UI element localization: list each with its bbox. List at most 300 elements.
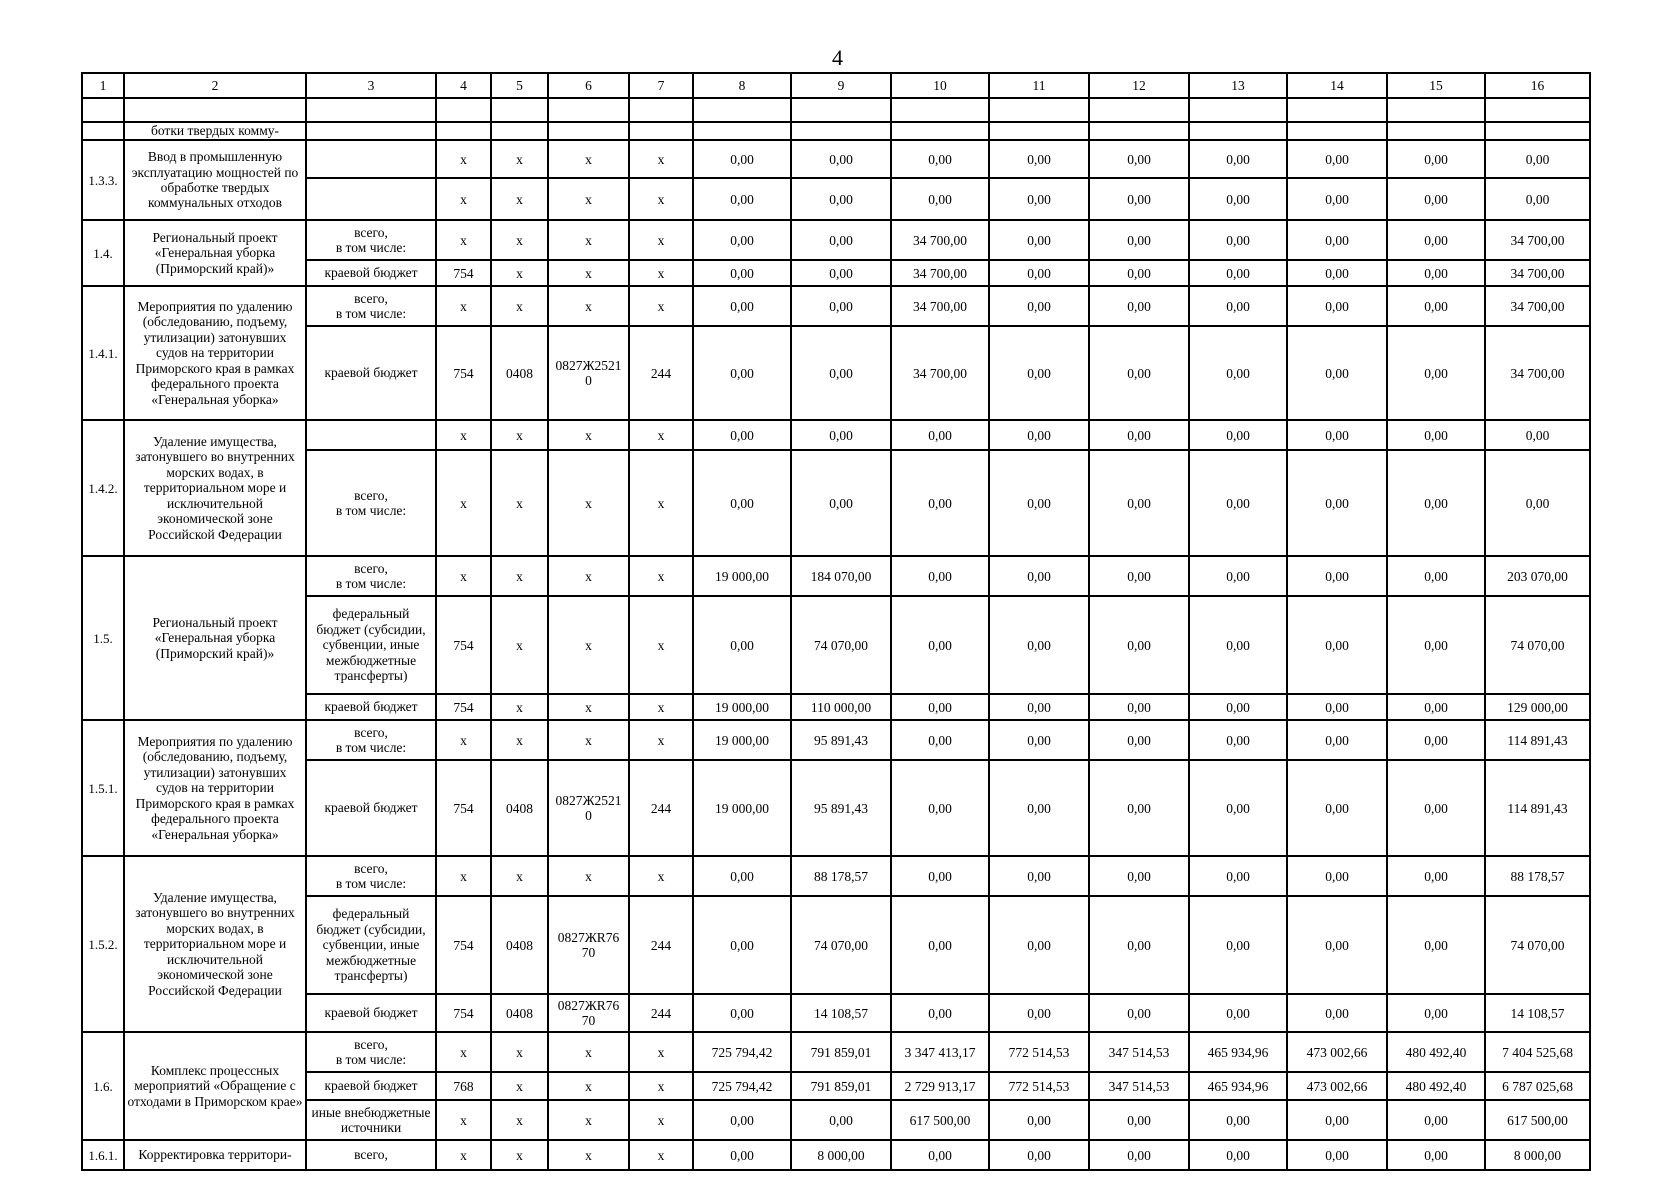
amount-cell: 0,00 bbox=[891, 596, 989, 694]
amount-cell: 95 891,43 bbox=[791, 760, 891, 856]
amount-cell: 74 070,00 bbox=[1485, 896, 1590, 994]
amount-cell: 0,00 bbox=[989, 178, 1089, 220]
table-row bbox=[82, 994, 1590, 1032]
budget-code-cell: 754 bbox=[436, 994, 491, 1032]
amount-cell: 0,00 bbox=[1089, 220, 1189, 260]
funding-source: федеральный бюджет (субсидии, субвенции, иные межбюджетные трансферты) bbox=[306, 896, 436, 994]
section-code-cell: х bbox=[491, 1140, 548, 1170]
amount-cell: 480 492,40 bbox=[1387, 1072, 1485, 1100]
amount-cell: 0,00 bbox=[989, 694, 1089, 720]
amount-cell: 0,00 bbox=[693, 896, 791, 994]
amount-cell: 0,00 bbox=[1287, 760, 1387, 856]
amount-cell: 0,00 bbox=[891, 1140, 989, 1170]
amount-cell: 0,00 bbox=[1189, 896, 1287, 994]
funding-source: всего, в том числе: bbox=[306, 1032, 436, 1072]
funding-source: краевой бюджет bbox=[306, 326, 436, 420]
empty-cell bbox=[1189, 98, 1287, 122]
row-name: Корректировка территори- bbox=[124, 1140, 306, 1170]
amount-cell: 480 492,40 bbox=[1387, 1032, 1485, 1072]
table-row bbox=[82, 178, 1590, 220]
amount-cell: 8 000,00 bbox=[791, 1140, 891, 1170]
amount-cell: 0,00 bbox=[693, 286, 791, 326]
amount-cell: 0,00 bbox=[989, 220, 1089, 260]
funding-source: всего, в том числе: bbox=[306, 220, 436, 260]
amount-cell: 34 700,00 bbox=[891, 220, 989, 260]
section-code-cell: х bbox=[491, 178, 548, 220]
target-article-cell: х bbox=[548, 286, 629, 326]
amount-cell: 0,00 bbox=[989, 856, 1089, 896]
section-code-cell: х bbox=[491, 260, 548, 286]
amount-cell: 0,00 bbox=[1089, 1140, 1189, 1170]
target-article-cell: х bbox=[548, 1140, 629, 1170]
amount-cell: 0,00 bbox=[1189, 994, 1287, 1032]
amount-cell: 0,00 bbox=[1089, 896, 1189, 994]
budget-code-cell: х bbox=[436, 1140, 491, 1170]
amount-cell: 34 700,00 bbox=[891, 260, 989, 286]
amount-cell: 0,00 bbox=[1089, 596, 1189, 694]
funding-source: всего, в том числе: bbox=[306, 286, 436, 326]
target-article-cell: 0827Ж2521 0 bbox=[548, 326, 629, 420]
row-name: ботки твердых комму- bbox=[124, 122, 306, 140]
column-header: 15 bbox=[1387, 73, 1485, 98]
amount-cell: 0,00 bbox=[1089, 760, 1189, 856]
amount-cell: 0,00 bbox=[1287, 326, 1387, 420]
amount-cell: 0,00 bbox=[791, 286, 891, 326]
amount-cell: 0,00 bbox=[1387, 178, 1485, 220]
amount-cell: 0,00 bbox=[1287, 896, 1387, 994]
amount-cell: 0,00 bbox=[1089, 720, 1189, 760]
target-article-cell: х bbox=[548, 260, 629, 286]
table-row bbox=[82, 856, 1590, 896]
empty-cell bbox=[791, 122, 891, 140]
amount-cell: 110 000,00 bbox=[791, 694, 891, 720]
section-code-cell: х bbox=[491, 140, 548, 178]
empty-cell bbox=[791, 98, 891, 122]
amount-cell: 0,00 bbox=[989, 260, 1089, 286]
amount-cell: 617 500,00 bbox=[891, 1100, 989, 1140]
section-code-cell: х bbox=[491, 720, 548, 760]
row-code: 1.4.2. bbox=[82, 420, 124, 556]
amount-cell: 0,00 bbox=[989, 896, 1089, 994]
amount-cell: 0,00 bbox=[1287, 994, 1387, 1032]
target-article-cell: х bbox=[548, 1072, 629, 1100]
target-article-cell: х bbox=[548, 420, 629, 450]
expense-type-cell: 244 bbox=[629, 326, 693, 420]
amount-cell: 0,00 bbox=[1387, 994, 1485, 1032]
amount-cell: 0,00 bbox=[989, 326, 1089, 420]
budget-code-cell: х bbox=[436, 1032, 491, 1072]
target-article-cell: х bbox=[548, 1100, 629, 1140]
amount-cell: 34 700,00 bbox=[891, 326, 989, 420]
empty-cell bbox=[989, 122, 1089, 140]
amount-cell: 772 514,53 bbox=[989, 1072, 1089, 1100]
amount-cell: 0,00 bbox=[1089, 856, 1189, 896]
amount-cell: 0,00 bbox=[891, 760, 989, 856]
spacer-row bbox=[82, 98, 1590, 122]
amount-cell: 34 700,00 bbox=[1485, 326, 1590, 420]
amount-cell: 0,00 bbox=[1089, 178, 1189, 220]
amount-cell: 0,00 bbox=[1189, 260, 1287, 286]
budget-code-cell: 754 bbox=[436, 896, 491, 994]
amount-cell: 7 404 525,68 bbox=[1485, 1032, 1590, 1072]
amount-cell: 791 859,01 bbox=[791, 1032, 891, 1072]
target-article-cell: х bbox=[548, 450, 629, 556]
empty-cell bbox=[82, 98, 124, 122]
amount-cell: 0,00 bbox=[1287, 720, 1387, 760]
amount-cell: 0,00 bbox=[891, 896, 989, 994]
amount-cell: 0,00 bbox=[693, 326, 791, 420]
table-row bbox=[82, 420, 1590, 450]
amount-cell: 0,00 bbox=[1189, 220, 1287, 260]
target-article-cell: х bbox=[548, 856, 629, 896]
target-article-cell: х bbox=[548, 1032, 629, 1072]
column-header: 5 bbox=[491, 73, 548, 98]
amount-cell: 0,00 bbox=[1387, 326, 1485, 420]
budget-code-cell: х bbox=[436, 1100, 491, 1140]
amount-cell: 0,00 bbox=[1089, 556, 1189, 596]
amount-cell: 772 514,53 bbox=[989, 1032, 1089, 1072]
amount-cell: 0,00 bbox=[1287, 220, 1387, 260]
section-code-cell: х bbox=[491, 1032, 548, 1072]
row-code: 1.5. bbox=[82, 556, 124, 720]
table-row bbox=[82, 286, 1590, 326]
amount-cell: 0,00 bbox=[1189, 760, 1287, 856]
row-code: 1.4.1. bbox=[82, 286, 124, 420]
funding-source: всего, в том числе: bbox=[306, 856, 436, 896]
funding-source bbox=[306, 178, 436, 220]
amount-cell: 0,00 bbox=[1387, 556, 1485, 596]
expense-type-cell: х bbox=[629, 556, 693, 596]
table-row bbox=[82, 326, 1590, 420]
amount-cell: 88 178,57 bbox=[791, 856, 891, 896]
amount-cell: 0,00 bbox=[693, 1140, 791, 1170]
amount-cell: 0,00 bbox=[1387, 694, 1485, 720]
amount-cell: 0,00 bbox=[1387, 220, 1485, 260]
expense-type-cell: х bbox=[629, 596, 693, 694]
target-article-cell: х bbox=[548, 140, 629, 178]
expense-type-cell: х bbox=[629, 1072, 693, 1100]
amount-cell: 0,00 bbox=[693, 450, 791, 556]
table-row bbox=[82, 122, 1590, 140]
amount-cell: 0,00 bbox=[1387, 1100, 1485, 1140]
amount-cell: 0,00 bbox=[1287, 178, 1387, 220]
amount-cell: 34 700,00 bbox=[891, 286, 989, 326]
target-article-cell: х bbox=[548, 556, 629, 596]
budget-code-cell: х bbox=[436, 450, 491, 556]
funding-source: иные внебюджетные источники bbox=[306, 1100, 436, 1140]
row-code: 1.5.2. bbox=[82, 856, 124, 1032]
section-code-cell: 0408 bbox=[491, 896, 548, 994]
expense-type-cell: 244 bbox=[629, 760, 693, 856]
amount-cell: 0,00 bbox=[1189, 720, 1287, 760]
amount-cell: 19 000,00 bbox=[693, 694, 791, 720]
amount-cell: 725 794,42 bbox=[693, 1072, 791, 1100]
amount-cell: 0,00 bbox=[1287, 1140, 1387, 1170]
amount-cell: 0,00 bbox=[891, 140, 989, 178]
amount-cell: 0,00 bbox=[1287, 260, 1387, 286]
budget-code-cell: х bbox=[436, 286, 491, 326]
budget-code-cell: 754 bbox=[436, 326, 491, 420]
amount-cell: 0,00 bbox=[989, 286, 1089, 326]
amount-cell: 0,00 bbox=[1287, 286, 1387, 326]
expense-type-cell: х bbox=[629, 220, 693, 260]
empty-cell bbox=[629, 98, 693, 122]
amount-cell: 74 070,00 bbox=[791, 896, 891, 994]
amount-cell: 0,00 bbox=[1387, 450, 1485, 556]
empty-cell bbox=[1485, 98, 1590, 122]
amount-cell: 0,00 bbox=[1189, 286, 1287, 326]
amount-cell: 791 859,01 bbox=[791, 1072, 891, 1100]
amount-cell: 0,00 bbox=[1089, 1100, 1189, 1140]
amount-cell: 0,00 bbox=[989, 450, 1089, 556]
empty-cell bbox=[1189, 122, 1287, 140]
empty-cell bbox=[306, 122, 436, 140]
amount-cell: 0,00 bbox=[891, 856, 989, 896]
expense-type-cell: х bbox=[629, 1140, 693, 1170]
amount-cell: 0,00 bbox=[1189, 140, 1287, 178]
amount-cell: 0,00 bbox=[1089, 286, 1189, 326]
column-header: 14 bbox=[1287, 73, 1387, 98]
budget-table bbox=[81, 72, 1591, 1171]
section-code-cell: х bbox=[491, 286, 548, 326]
budget-code-cell: х bbox=[436, 178, 491, 220]
amount-cell: 0,00 bbox=[1189, 556, 1287, 596]
page-number: 4 bbox=[832, 45, 843, 70]
column-header: 2 bbox=[124, 73, 306, 98]
amount-cell: 0,00 bbox=[891, 178, 989, 220]
amount-cell: 114 891,43 bbox=[1485, 760, 1590, 856]
empty-cell bbox=[548, 98, 629, 122]
table-row bbox=[82, 1032, 1590, 1072]
amount-cell: 0,00 bbox=[989, 556, 1089, 596]
target-article-cell: х bbox=[548, 720, 629, 760]
table-row bbox=[82, 1072, 1590, 1100]
amount-cell: 0,00 bbox=[1485, 140, 1590, 178]
amount-cell: 0,00 bbox=[989, 1140, 1089, 1170]
row-name: Удаление имущества, затонувшего во внутренних морских водах, в территориальном море и исключительной экономической зоне Российской Федерации bbox=[124, 420, 306, 556]
empty-cell bbox=[491, 98, 548, 122]
amount-cell: 0,00 bbox=[1089, 694, 1189, 720]
amount-cell: 0,00 bbox=[891, 694, 989, 720]
amount-cell: 8 000,00 bbox=[1485, 1140, 1590, 1170]
budget-code-cell: х bbox=[436, 720, 491, 760]
amount-cell: 0,00 bbox=[1189, 1140, 1287, 1170]
empty-cell bbox=[548, 122, 629, 140]
table-row bbox=[82, 556, 1590, 596]
amount-cell: 0,00 bbox=[989, 720, 1089, 760]
amount-cell: 0,00 bbox=[693, 178, 791, 220]
table-row bbox=[82, 720, 1590, 760]
amount-cell: 0,00 bbox=[1287, 596, 1387, 694]
amount-cell: 19 000,00 bbox=[693, 556, 791, 596]
expense-type-cell: х bbox=[629, 420, 693, 450]
amount-cell: 0,00 bbox=[693, 260, 791, 286]
budget-code-cell: х bbox=[436, 420, 491, 450]
target-article-cell: 0827ЖR76 70 bbox=[548, 994, 629, 1032]
target-article-cell: 0827ЖR76 70 bbox=[548, 896, 629, 994]
amount-cell: 184 070,00 bbox=[791, 556, 891, 596]
amount-cell: 0,00 bbox=[791, 1100, 891, 1140]
amount-cell: 0,00 bbox=[1287, 556, 1387, 596]
amount-cell: 0,00 bbox=[989, 1100, 1089, 1140]
expense-type-cell: х bbox=[629, 1100, 693, 1140]
column-header: 12 bbox=[1089, 73, 1189, 98]
target-article-cell: 0827Ж2521 0 bbox=[548, 760, 629, 856]
column-header: 8 bbox=[693, 73, 791, 98]
funding-source: краевой бюджет bbox=[306, 694, 436, 720]
amount-cell: 0,00 bbox=[791, 220, 891, 260]
amount-cell: 0,00 bbox=[1089, 140, 1189, 178]
amount-cell: 0,00 bbox=[1287, 856, 1387, 896]
row-name: Удаление имущества, затонувшего во внутренних морских водах, в территориальном море и исключительной экономической зоне Российской Федерации bbox=[124, 856, 306, 1032]
row-code bbox=[82, 122, 124, 140]
expense-type-cell: х bbox=[629, 720, 693, 760]
amount-cell: 473 002,66 bbox=[1287, 1072, 1387, 1100]
row-code: 1.3.3. bbox=[82, 140, 124, 220]
table-row bbox=[82, 596, 1590, 694]
amount-cell: 74 070,00 bbox=[791, 596, 891, 694]
amount-cell: 0,00 bbox=[891, 450, 989, 556]
amount-cell: 0,00 bbox=[1287, 1100, 1387, 1140]
amount-cell: 0,00 bbox=[1089, 420, 1189, 450]
section-code-cell: х bbox=[491, 556, 548, 596]
amount-cell: 0,00 bbox=[1189, 1100, 1287, 1140]
amount-cell: 0,00 bbox=[791, 178, 891, 220]
amount-cell: 0,00 bbox=[891, 720, 989, 760]
budget-code-cell: х bbox=[436, 220, 491, 260]
funding-source: краевой бюджет bbox=[306, 994, 436, 1032]
amount-cell: 0,00 bbox=[1387, 896, 1485, 994]
column-header: 3 bbox=[306, 73, 436, 98]
amount-cell: 347 514,53 bbox=[1089, 1072, 1189, 1100]
funding-source: всего, bbox=[306, 1140, 436, 1170]
column-header: 4 bbox=[436, 73, 491, 98]
funding-source: краевой бюджет bbox=[306, 260, 436, 286]
table-row bbox=[82, 1100, 1590, 1140]
empty-cell bbox=[989, 98, 1089, 122]
amount-cell: 203 070,00 bbox=[1485, 556, 1590, 596]
empty-cell bbox=[436, 122, 491, 140]
amount-cell: 0,00 bbox=[989, 994, 1089, 1032]
column-header: 6 bbox=[548, 73, 629, 98]
amount-cell: 0,00 bbox=[1387, 760, 1485, 856]
amount-cell: 0,00 bbox=[1189, 596, 1287, 694]
funding-source: федеральный бюджет (субсидии, субвенции, иные межбюджетные трансферты) bbox=[306, 596, 436, 694]
expense-type-cell: х bbox=[629, 450, 693, 556]
amount-cell: 95 891,43 bbox=[791, 720, 891, 760]
amount-cell: 0,00 bbox=[1387, 596, 1485, 694]
empty-cell bbox=[1387, 122, 1485, 140]
row-code: 1.6.1. bbox=[82, 1140, 124, 1170]
amount-cell: 0,00 bbox=[1387, 856, 1485, 896]
amount-cell: 0,00 bbox=[1089, 994, 1189, 1032]
amount-cell: 0,00 bbox=[791, 260, 891, 286]
funding-source: всего, в том числе: bbox=[306, 556, 436, 596]
row-code: 1.5.1. bbox=[82, 720, 124, 856]
amount-cell: 725 794,42 bbox=[693, 1032, 791, 1072]
amount-cell: 129 000,00 bbox=[1485, 694, 1590, 720]
funding-source: всего, в том числе: bbox=[306, 720, 436, 760]
amount-cell: 34 700,00 bbox=[1485, 220, 1590, 260]
amount-cell: 0,00 bbox=[791, 450, 891, 556]
empty-cell bbox=[629, 122, 693, 140]
empty-cell bbox=[693, 98, 791, 122]
amount-cell: 465 934,96 bbox=[1189, 1032, 1287, 1072]
funding-source: краевой бюджет bbox=[306, 760, 436, 856]
amount-cell: 3 347 413,17 bbox=[891, 1032, 989, 1072]
amount-cell: 0,00 bbox=[1189, 450, 1287, 556]
section-code-cell: х bbox=[491, 1072, 548, 1100]
amount-cell: 347 514,53 bbox=[1089, 1032, 1189, 1072]
amount-cell: 0,00 bbox=[1485, 178, 1590, 220]
row-name: Мероприятия по удалению (обследованию, подъему, утилизации) затонувших судов на территории Приморского края в рамках федерального проекта «Генеральная уборка» bbox=[124, 286, 306, 420]
amount-cell: 19 000,00 bbox=[693, 760, 791, 856]
expense-type-cell: х bbox=[629, 286, 693, 326]
table-row bbox=[82, 1140, 1590, 1170]
expense-type-cell: 244 bbox=[629, 896, 693, 994]
table-row bbox=[82, 694, 1590, 720]
amount-cell: 0,00 bbox=[693, 856, 791, 896]
funding-source bbox=[306, 140, 436, 178]
table-row bbox=[82, 450, 1590, 556]
amount-cell: 0,00 bbox=[989, 140, 1089, 178]
column-header: 7 bbox=[629, 73, 693, 98]
target-article-cell: х bbox=[548, 220, 629, 260]
budget-code-cell: х bbox=[436, 556, 491, 596]
table-body bbox=[82, 73, 1590, 1170]
amount-cell: 34 700,00 bbox=[1485, 286, 1590, 326]
amount-cell: 0,00 bbox=[693, 994, 791, 1032]
table-row bbox=[82, 220, 1590, 260]
amount-cell: 0,00 bbox=[1189, 856, 1287, 896]
expense-type-cell: х bbox=[629, 694, 693, 720]
header-row bbox=[82, 73, 1590, 98]
expense-type-cell: х bbox=[629, 1032, 693, 1072]
amount-cell: 0,00 bbox=[1089, 326, 1189, 420]
budget-code-cell: х bbox=[436, 856, 491, 896]
section-code-cell: х bbox=[491, 450, 548, 556]
amount-cell: 0,00 bbox=[1287, 140, 1387, 178]
amount-cell: 34 700,00 bbox=[1485, 260, 1590, 286]
amount-cell: 0,00 bbox=[693, 1100, 791, 1140]
empty-cell bbox=[1387, 98, 1485, 122]
amount-cell: 0,00 bbox=[1387, 260, 1485, 286]
amount-cell: 0,00 bbox=[1387, 420, 1485, 450]
expense-type-cell: х bbox=[629, 856, 693, 896]
row-name: Региональный проект «Генеральная уборка (Приморский край)» bbox=[124, 220, 306, 286]
column-header: 9 bbox=[791, 73, 891, 98]
amount-cell: 0,00 bbox=[791, 140, 891, 178]
section-code-cell: х bbox=[491, 1100, 548, 1140]
amount-cell: 0,00 bbox=[1387, 1140, 1485, 1170]
amount-cell: 0,00 bbox=[891, 420, 989, 450]
section-code-cell: х bbox=[491, 694, 548, 720]
amount-cell: 0,00 bbox=[1387, 286, 1485, 326]
empty-cell bbox=[306, 98, 436, 122]
amount-cell: 0,00 bbox=[693, 596, 791, 694]
funding-source: краевой бюджет bbox=[306, 1072, 436, 1100]
section-code-cell: х bbox=[491, 220, 548, 260]
amount-cell: 0,00 bbox=[1287, 450, 1387, 556]
amount-cell: 0,00 bbox=[1387, 720, 1485, 760]
table-row bbox=[82, 896, 1590, 994]
expense-type-cell: х bbox=[629, 140, 693, 178]
section-code-cell: 0408 bbox=[491, 760, 548, 856]
amount-cell: 0,00 bbox=[891, 994, 989, 1032]
section-code-cell: х bbox=[491, 596, 548, 694]
table-row bbox=[82, 760, 1590, 856]
table-row bbox=[82, 140, 1590, 178]
